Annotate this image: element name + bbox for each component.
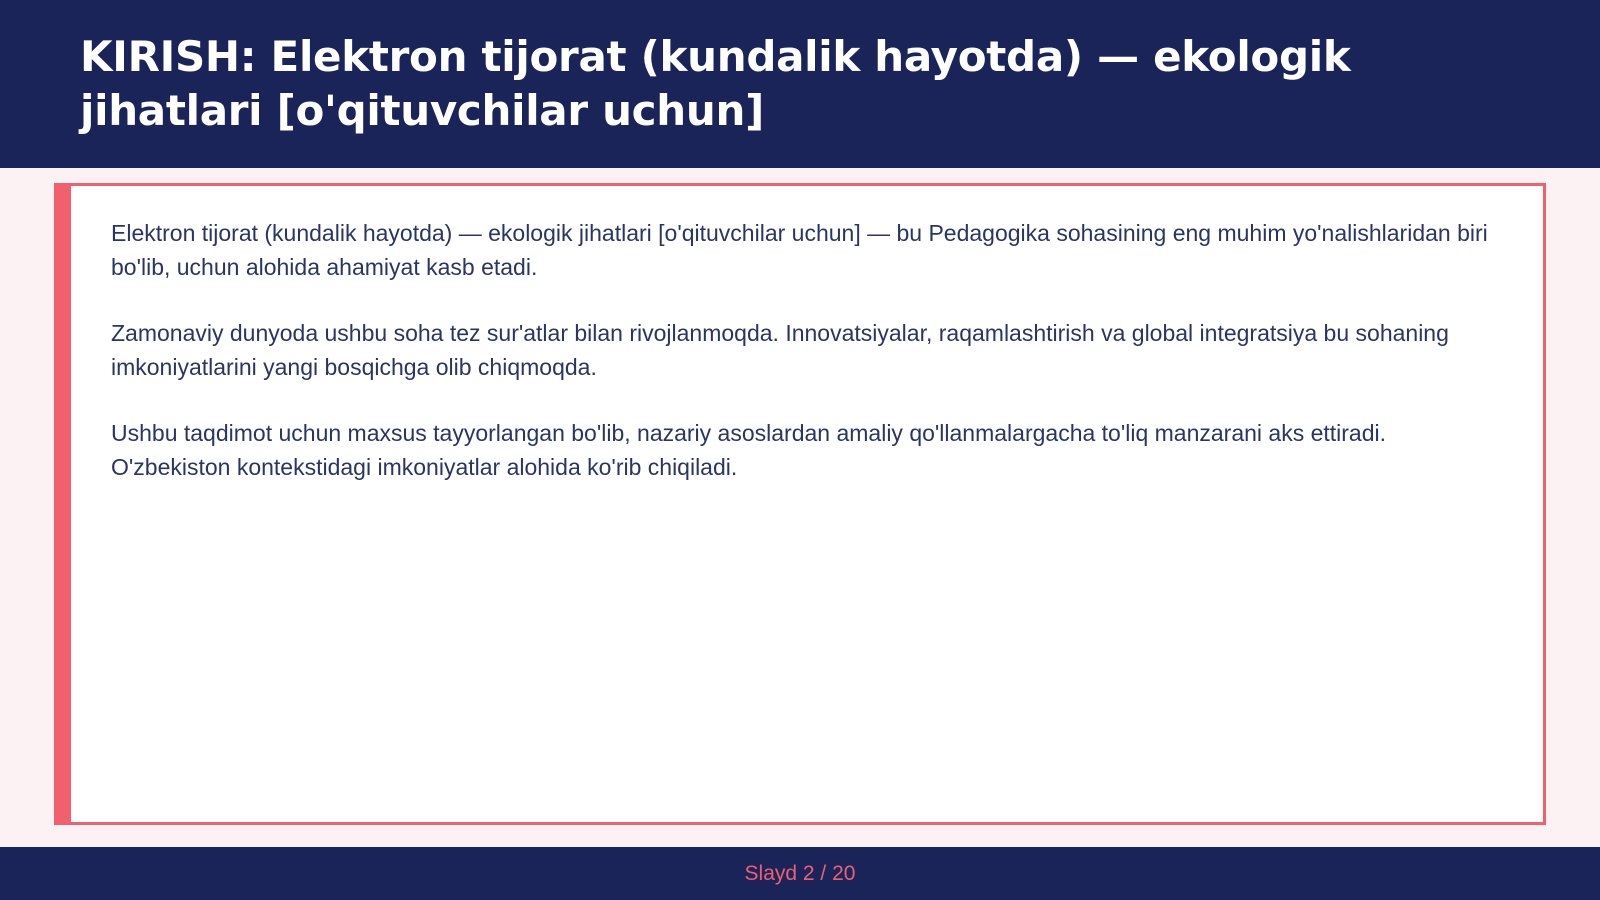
content-card xyxy=(54,183,1546,825)
body-paragraph-1: Elektron tijorat (kundalik hayotda) — ekologik jihatlari [o'qituvchilar uchun] — bu Pedagogika sohasining eng muhim yo'nalishlaridan biri bo'lib, uchun alohida ahamiyat kasb etadi. xyxy=(111,220,1488,280)
slide-header xyxy=(0,0,1600,168)
slide-counter: Slayd 2 / 20 xyxy=(744,861,856,885)
slide-title: KIRISH: Elektron tijorat (kundalik hayotda) — ekologik jihatlari [o'qituvchilar uchun] xyxy=(80,32,1351,135)
body-paragraph-2: Zamonaviy dunyoda ushbu soha tez sur'atlar bilan rivojlanmoqda. Innovatsiyalar, raqamlashtirish va global integratsiya bu sohaning imkoniyatlarini yangi bosqichga olib chiqmoqda. xyxy=(111,320,1449,380)
body-paragraph-3: Ushbu taqdimot uchun maxsus tayyorlangan bo'lib, nazariy asoslardan amaliy qo'llanmalargacha to'liq manzarani aks ettiradi. O'zbekiston kontekstidagi imkoniyatlar alohida ko'rib chiqiladi. xyxy=(111,420,1387,480)
slide-footer xyxy=(0,847,1600,900)
